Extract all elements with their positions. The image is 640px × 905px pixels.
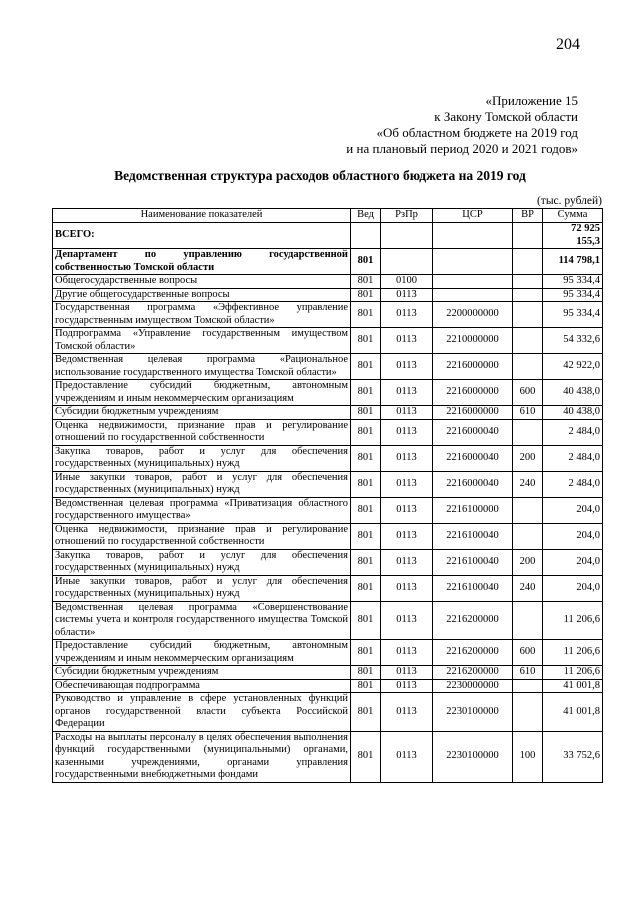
- cell-csr: 2216200000: [433, 601, 513, 640]
- cell-name: Иные закупки товаров, работ и услуг для обеспечения государственных (муниципальных) нужд: [53, 575, 351, 601]
- cell-rzpr: 0113: [381, 419, 433, 445]
- cell-name: Оценка недвижимости, признание прав и регулирование отношений по государственной собственности: [53, 523, 351, 549]
- cell-ved: 801: [351, 549, 381, 575]
- budget-table: [52, 208, 603, 783]
- cell-vr: [513, 601, 543, 640]
- table-row: [53, 640, 603, 666]
- cell-rzpr: 0113: [381, 380, 433, 406]
- cell-name: Ведомственная целевая программа «Приватизация областного государственного имущества»: [53, 497, 351, 523]
- table-row: [53, 549, 603, 575]
- column-header-csr: ЦСР: [433, 209, 513, 223]
- cell-ved: 801: [351, 731, 381, 782]
- table-row: [53, 406, 603, 420]
- table-row: [53, 302, 603, 328]
- cell-rzpr: 0113: [381, 693, 433, 732]
- cell-csr: 2200000000: [433, 302, 513, 328]
- table-header-row: [53, 209, 603, 223]
- cell-name: Оценка недвижимости, признание прав и регулирование отношений по государственной собственности: [53, 419, 351, 445]
- cell-ved: 801: [351, 601, 381, 640]
- cell-csr: 2216000040: [433, 445, 513, 471]
- cell-rzpr: [381, 223, 433, 249]
- cell-csr: 2230000000: [433, 679, 513, 693]
- table-row: [53, 419, 603, 445]
- cell-rzpr: 0113: [381, 549, 433, 575]
- cell-sum: 41 001,8: [543, 693, 603, 732]
- column-header-name: Наименование показателей: [53, 209, 351, 223]
- appendix-line: к Закону Томской области: [434, 109, 578, 124]
- cell-rzpr: 0113: [381, 640, 433, 666]
- cell-ved: 801: [351, 275, 381, 289]
- cell-csr: 2216000000: [433, 354, 513, 380]
- cell-vr: [513, 497, 543, 523]
- table-row: [53, 275, 603, 289]
- cell-vr: [513, 302, 543, 328]
- cell-sum: 204,0: [543, 523, 603, 549]
- cell-sum: 41 001,8: [543, 679, 603, 693]
- table-row: [53, 380, 603, 406]
- cell-sum: 11 206,6: [543, 601, 603, 640]
- units-label: (тыс. рублей): [536, 195, 602, 207]
- column-header-vr: ВР: [513, 209, 543, 223]
- cell-sum: 114 798,1: [543, 249, 603, 275]
- cell-rzpr: [381, 249, 433, 275]
- table-row: [53, 693, 603, 732]
- cell-vr: [513, 328, 543, 354]
- cell-name: Обеспечивающая подпрограмма: [53, 679, 351, 693]
- table-row: [53, 471, 603, 497]
- cell-name: Государственная программа «Эффективное управление государственным имуществом Томской области»: [53, 302, 351, 328]
- cell-sum: 42 922,0: [543, 354, 603, 380]
- cell-sum: 54 332,6: [543, 328, 603, 354]
- appendix-header: [346, 93, 578, 157]
- appendix-line: «Приложение 15: [485, 93, 578, 108]
- cell-name: Предоставление субсидий бюджетным, автономным учреждениям и иным некоммерческим организациям: [53, 380, 351, 406]
- cell-sum: 40 438,0: [543, 406, 603, 420]
- cell-vr: [513, 288, 543, 302]
- cell-name: Другие общегосударственные вопросы: [53, 288, 351, 302]
- cell-sum: 2 484,0: [543, 471, 603, 497]
- cell-name: Подпрограмма «Управление государственным имуществом Томской области»: [53, 328, 351, 354]
- cell-name: Иные закупки товаров, работ и услуг для обеспечения государственных (муниципальных) нужд: [53, 471, 351, 497]
- cell-vr: 100: [513, 731, 543, 782]
- cell-sum: 95 334,4: [543, 302, 603, 328]
- cell-name: Департамент по управлению государственной собственностью Томской области: [53, 249, 351, 275]
- cell-csr: 2216100040: [433, 523, 513, 549]
- cell-rzpr: 0113: [381, 497, 433, 523]
- cell-name: Расходы на выплаты персоналу в целях обеспечения выполнения функций государственными (муниципальными) органами, казенными учреждениями, органами управления государственными внебюджетными фондами: [53, 731, 351, 782]
- cell-ved: 801: [351, 497, 381, 523]
- cell-ved: 801: [351, 679, 381, 693]
- cell-ved: 801: [351, 693, 381, 732]
- cell-ved: 801: [351, 575, 381, 601]
- cell-csr: [433, 275, 513, 289]
- cell-sum: 33 752,6: [543, 731, 603, 782]
- cell-sum: 204,0: [543, 497, 603, 523]
- cell-rzpr: 0113: [381, 731, 433, 782]
- cell-vr: 200: [513, 445, 543, 471]
- cell-rzpr: 0113: [381, 679, 433, 693]
- cell-vr: 240: [513, 575, 543, 601]
- cell-name: Руководство и управление в сфере установленных функций органов государственной власти субъекта Российской Федерации: [53, 693, 351, 732]
- cell-sum: 2 484,0: [543, 445, 603, 471]
- cell-name: Ведомственная целевая программа «Рациональное использование государственного имущества Томской области»: [53, 354, 351, 380]
- cell-csr: [433, 288, 513, 302]
- cell-rzpr: 0113: [381, 575, 433, 601]
- table-row: [53, 223, 603, 249]
- cell-vr: [513, 249, 543, 275]
- cell-sum: 40 438,0: [543, 380, 603, 406]
- table-row: [53, 523, 603, 549]
- cell-rzpr: 0113: [381, 666, 433, 680]
- table-row: [53, 575, 603, 601]
- cell-vr: 240: [513, 471, 543, 497]
- cell-sum: 95 334,4: [543, 288, 603, 302]
- cell-name: Закупка товаров, работ и услуг для обеспечения государственных (муниципальных) нужд: [53, 445, 351, 471]
- cell-ved: 801: [351, 419, 381, 445]
- table-row: [53, 288, 603, 302]
- appendix-line: и на плановый период 2020 и 2021 годов»: [346, 141, 578, 156]
- cell-ved: 801: [351, 523, 381, 549]
- cell-rzpr: 0113: [381, 445, 433, 471]
- cell-csr: 2216200000: [433, 640, 513, 666]
- cell-sum: 11 206,6: [543, 666, 603, 680]
- cell-name: Предоставление субсидий бюджетным, автономным учреждениям и иным некоммерческим организациям: [53, 640, 351, 666]
- cell-csr: 2216000040: [433, 419, 513, 445]
- cell-csr: 2230100000: [433, 693, 513, 732]
- cell-ved: 801: [351, 640, 381, 666]
- page-number: 204: [556, 36, 580, 53]
- cell-rzpr: 0113: [381, 302, 433, 328]
- document-title: Ведомственная структура расходов областного бюджета на 2019 год: [114, 168, 526, 183]
- cell-rzpr: 0113: [381, 471, 433, 497]
- cell-vr: [513, 354, 543, 380]
- cell-sum: 11 206,6: [543, 640, 603, 666]
- cell-vr: [513, 419, 543, 445]
- table-row: [53, 679, 603, 693]
- cell-vr: 610: [513, 406, 543, 420]
- cell-csr: 2216000000: [433, 406, 513, 420]
- cell-vr: [513, 679, 543, 693]
- table-row: [53, 445, 603, 471]
- cell-ved: 801: [351, 354, 381, 380]
- cell-name: Ведомственная целевая программа «Совершенствование системы учета и контроля государственного имущества Томской области»: [53, 601, 351, 640]
- cell-sum: 204,0: [543, 549, 603, 575]
- cell-ved: 801: [351, 302, 381, 328]
- cell-vr: 600: [513, 380, 543, 406]
- cell-ved: 801: [351, 666, 381, 680]
- table-row: [53, 601, 603, 640]
- cell-rzpr: 0113: [381, 523, 433, 549]
- cell-sum: 2 484,0: [543, 419, 603, 445]
- cell-ved: 801: [351, 471, 381, 497]
- cell-vr: [513, 693, 543, 732]
- cell-ved: 801: [351, 288, 381, 302]
- cell-csr: [433, 223, 513, 249]
- cell-name: Общегосударственные вопросы: [53, 275, 351, 289]
- cell-csr: 2216100000: [433, 497, 513, 523]
- cell-rzpr: 0100: [381, 275, 433, 289]
- cell-vr: 600: [513, 640, 543, 666]
- cell-vr: [513, 275, 543, 289]
- cell-sum: 204,0: [543, 575, 603, 601]
- cell-ved: 801: [351, 445, 381, 471]
- cell-rzpr: 0113: [381, 328, 433, 354]
- table-row: [53, 328, 603, 354]
- cell-name: Субсидии бюджетным учреждениям: [53, 406, 351, 420]
- cell-csr: [433, 249, 513, 275]
- column-header-rzpr: РзПр: [381, 209, 433, 223]
- table-row: [53, 497, 603, 523]
- cell-rzpr: 0113: [381, 601, 433, 640]
- cell-rzpr: 0113: [381, 406, 433, 420]
- cell-csr: 2210000000: [433, 328, 513, 354]
- cell-name: ВСЕГО:: [53, 223, 351, 249]
- appendix-line: «Об областном бюджете на 2019 год: [376, 125, 578, 140]
- cell-ved: [351, 223, 381, 249]
- table-row: [53, 731, 603, 782]
- cell-csr: 2216200000: [433, 666, 513, 680]
- cell-csr: 2216000000: [433, 380, 513, 406]
- cell-csr: 2216100040: [433, 575, 513, 601]
- cell-name: Закупка товаров, работ и услуг для обеспечения государственных (муниципальных) нужд: [53, 549, 351, 575]
- column-header-ved: Вед: [351, 209, 381, 223]
- cell-csr: 2216000040: [433, 471, 513, 497]
- cell-vr: 610: [513, 666, 543, 680]
- table-row: [53, 666, 603, 680]
- cell-ved: 801: [351, 380, 381, 406]
- cell-ved: 801: [351, 249, 381, 275]
- cell-rzpr: 0113: [381, 354, 433, 380]
- column-header-sum: Сумма: [543, 209, 603, 223]
- cell-sum: 95 334,4: [543, 275, 603, 289]
- cell-rzpr: 0113: [381, 288, 433, 302]
- cell-ved: 801: [351, 328, 381, 354]
- cell-name: Субсидии бюджетным учреждениям: [53, 666, 351, 680]
- cell-csr: 2230100000: [433, 731, 513, 782]
- cell-vr: [513, 523, 543, 549]
- table-body: [53, 223, 603, 783]
- table-row: [53, 354, 603, 380]
- cell-csr: 2216100040: [433, 549, 513, 575]
- cell-sum: 72 925 155,3: [543, 223, 603, 249]
- cell-vr: [513, 223, 543, 249]
- cell-vr: 200: [513, 549, 543, 575]
- table-row: [53, 249, 603, 275]
- cell-ved: 801: [351, 406, 381, 420]
